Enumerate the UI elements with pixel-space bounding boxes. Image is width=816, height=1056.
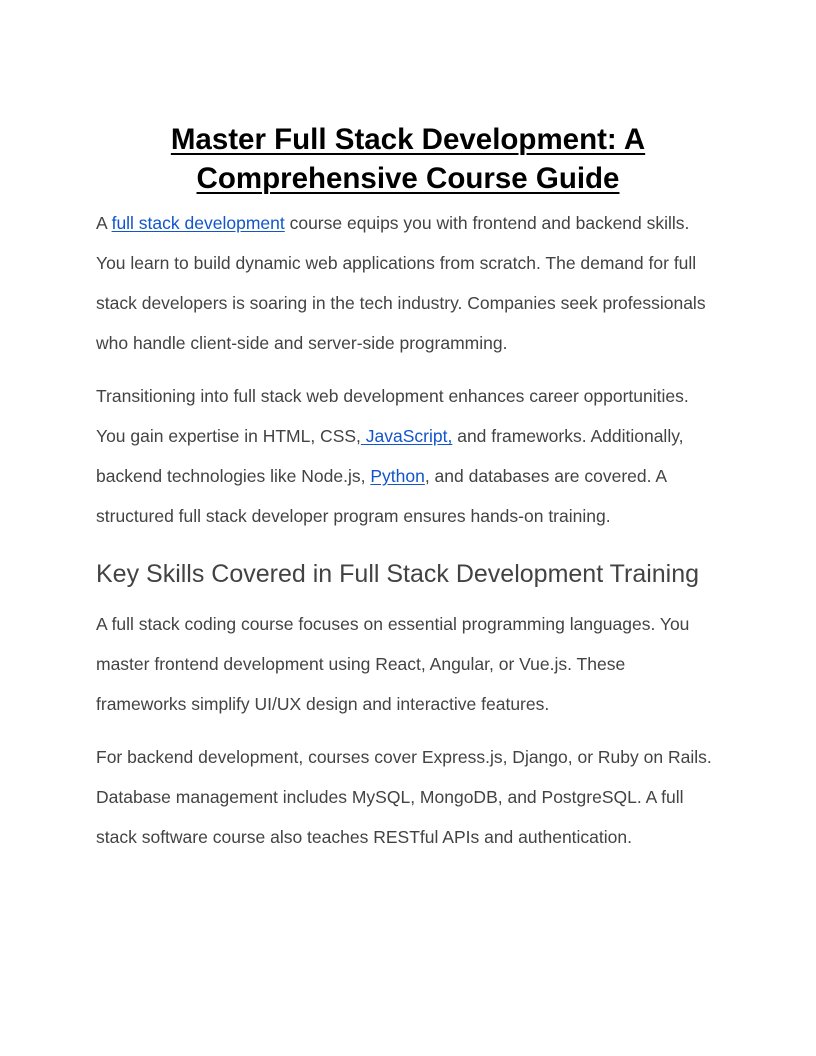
section-heading-key-skills: Key Skills Covered in Full Stack Development Training — [96, 560, 700, 588]
document-page — [96, 120, 720, 857]
intro-body: course equips you with frontend and backend skills. You learn to build dynamic web applications from scratch. The demand for full stack developers is soaring in the tech industry. Companies seek professionals who handle client-side and server-side programming. — [96, 213, 706, 353]
page-title-line-1: Master Full Stack Development: A — [170, 123, 646, 156]
career-paragraph — [96, 376, 720, 536]
frontend-paragraph: A full stack coding course focuses on essential programming languages. You master frontend development using React, Angular, or Vue.js. These frameworks simplify UI/UX design and interactive features. — [96, 614, 690, 714]
career-text-2: and frameworks. Additionally, backend technologies like Node.js, — [96, 426, 684, 486]
python-link[interactable]: Python — [370, 466, 425, 486]
backend-paragraph: For backend development, courses cover Express.js, Django, or Ruby on Rails. Database management includes MySQL, MongoDB, and PostgreSQL. A full stack software course also teaches RESTful APIs and authentication. — [96, 747, 712, 847]
intro-paragraph — [96, 203, 720, 363]
intro-prefix: A — [96, 213, 112, 233]
career-text-1: Transitioning into full stack web development enhances career opportunities. You gain expertise in HTML, CSS, — [96, 386, 689, 446]
full-stack-development-link[interactable]: full stack development — [111, 213, 285, 233]
page-title — [96, 120, 720, 198]
javascript-link[interactable]: JavaScript, — [360, 426, 453, 446]
page-title-line-2: Comprehensive Course Guide — [196, 162, 620, 195]
career-text-3: , and databases are covered. A structured full stack developer program ensures hands-on training. — [96, 466, 667, 526]
